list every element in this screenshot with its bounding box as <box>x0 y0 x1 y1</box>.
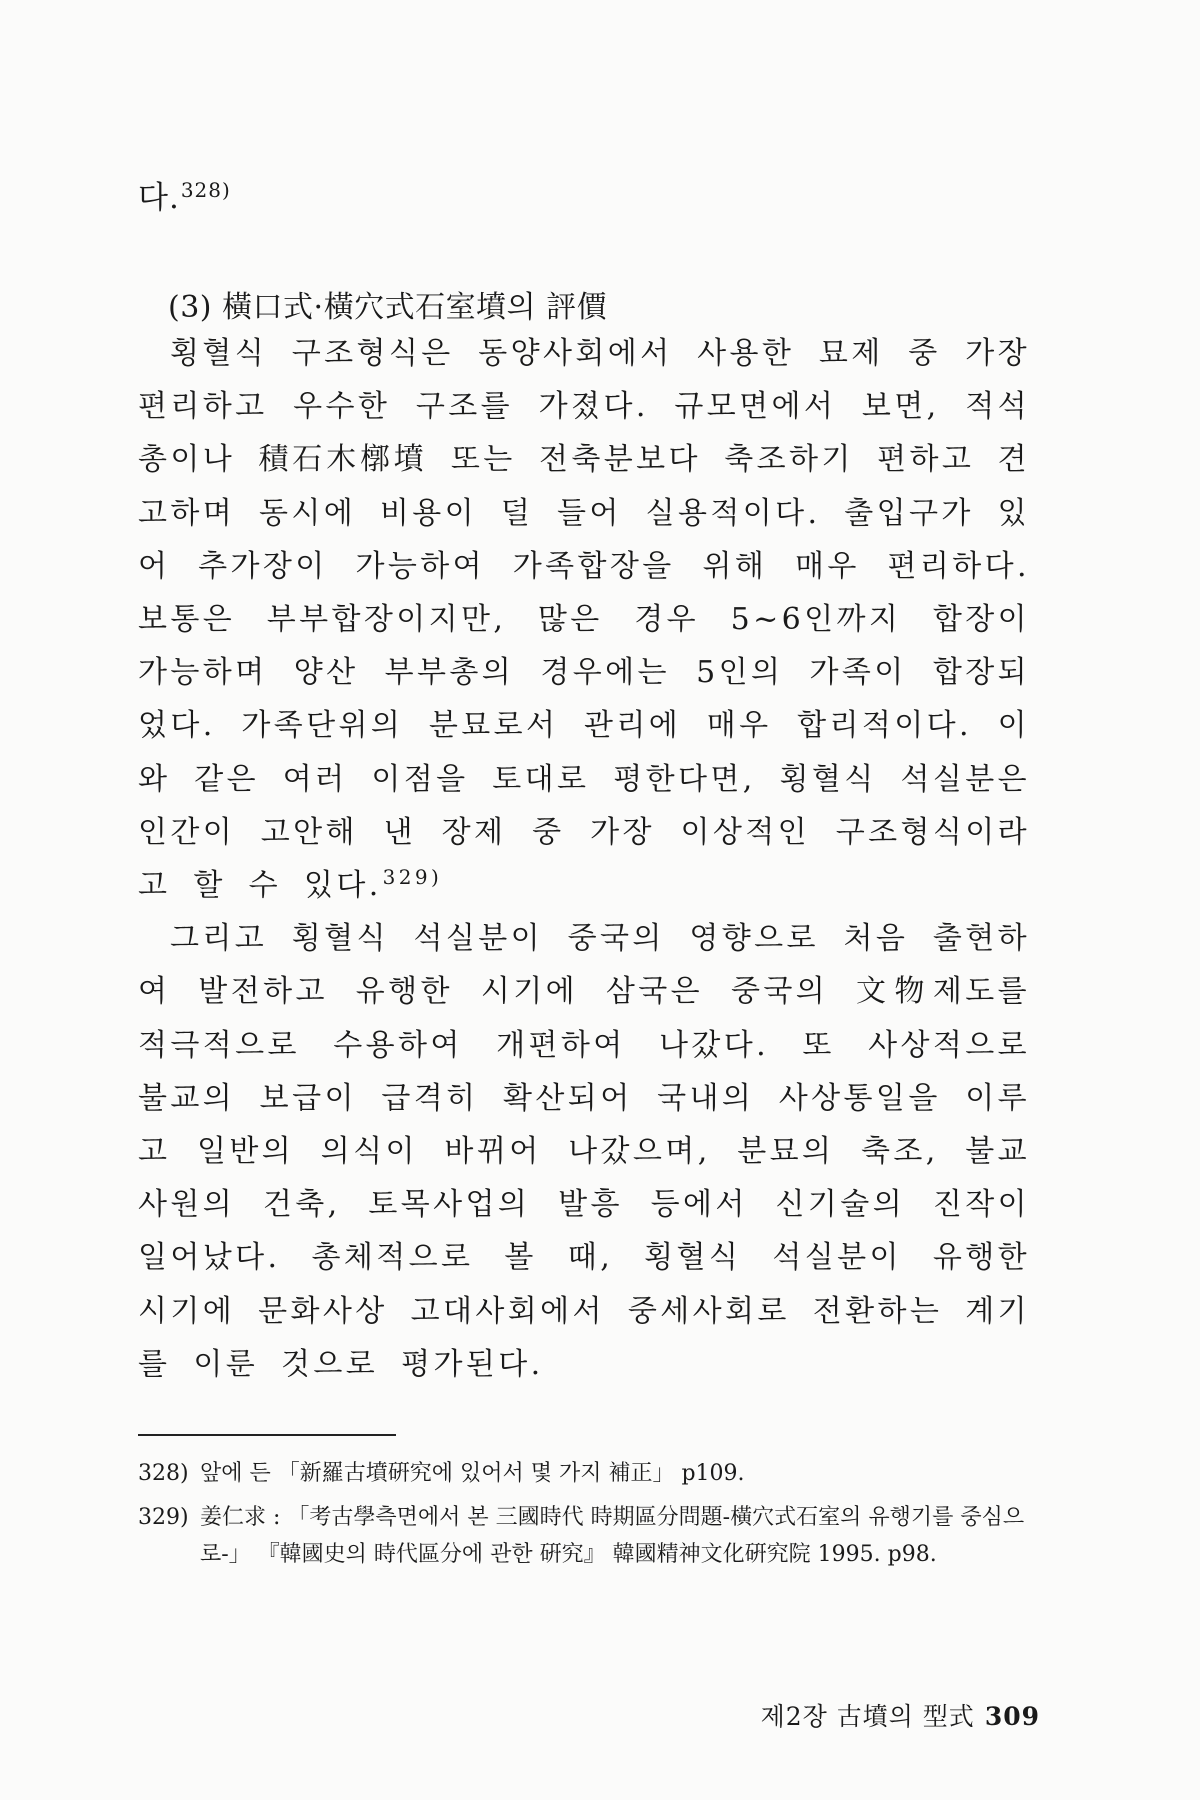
footnote-text: 앞에 든 「新羅古墳硏究에 있어서 몇 가지 補正」 p109. <box>200 1461 745 1486</box>
continued-text: 다. <box>138 180 180 216</box>
footnote-329 <box>138 1499 1038 1573</box>
footnote-number: 328) <box>138 1461 189 1486</box>
paragraph-2 <box>138 912 1030 1391</box>
paragraph-2-text: 그리고 횡혈식 석실분이 중국의 영향으로 처음 출현하여 발전하고 유행한 시기에 삼국은 중국의 文物제도를 적극적으로 수용하여 개편하여 나갔다. 또 사상적으로 불교의 보급이 급격히 확산되어 국내의 사상통일을 이루고 일반의 의식이 바뀌어 나갔으며, 분묘의 축조, 불교사원의 건축, 토목사업의 발흥 등에서 신기술의 진작이 일어났다. 총체적으로 볼 때, 횡혈식 석실분이 유행한 시기에 문화사상 고대사회에서 중세사회로 전환하는 계기를 이룬 것으로 평가된다. <box>138 921 1030 1382</box>
section-heading: (3) 橫口式·橫穴式石室墳의 評價 <box>168 290 608 325</box>
footnote-number: 329) <box>138 1505 189 1530</box>
footnote-text: 姜仁求 : 「考古學측면에서 본 三國時代 時期區分問題-橫穴式石室의 유행기를 중심으로-」 『韓國史의 時代區分에 관한 硏究』 韓國精神文化硏究院 1995. p98. <box>200 1505 1025 1567</box>
paragraph-1 <box>138 327 1030 912</box>
footnote-328 <box>138 1455 1038 1492</box>
body-text <box>138 327 1030 1391</box>
continued-sentence-end <box>138 172 231 217</box>
footnote-ref-328: 328) <box>180 177 231 202</box>
footnotes <box>138 1455 1038 1580</box>
paragraph-1-text: 횡혈식 구조형식은 동양사회에서 사용한 묘제 중 가장 편리하고 우수한 구조를 가졌다. 규모면에서 보면, 적석총이나 積石木槨墳 또는 전축분보다 축조하기 편하고 견고하며 동시에 비용이 덜 들어 실용적이다. 출입구가 있어 추가장이 가능하여 가족합장을 위해 매우 편리하다. 보통은 부부합장이지만, 많은 경우 5~6인까지 합장이 가능하며 양산 부부총의 경우에는 5인의 가족이 합장되었다. 가족단위의 분묘로서 관리에 매우 합리적이다. 이와 같은 여러 이점을 토대로 평한다면, 횡혈식 석실분은 인간이 고안해 낸 장제 중 가장 이상적인 구조형식이라고 할 수 있다. <box>138 336 1030 904</box>
footnote-divider <box>138 1434 396 1436</box>
page-number: 309 <box>984 1702 1040 1731</box>
running-footer <box>761 1697 1040 1733</box>
footnote-ref-329: 329) <box>382 865 443 890</box>
running-title: 제2장 古墳의 型式 <box>760 1702 975 1731</box>
